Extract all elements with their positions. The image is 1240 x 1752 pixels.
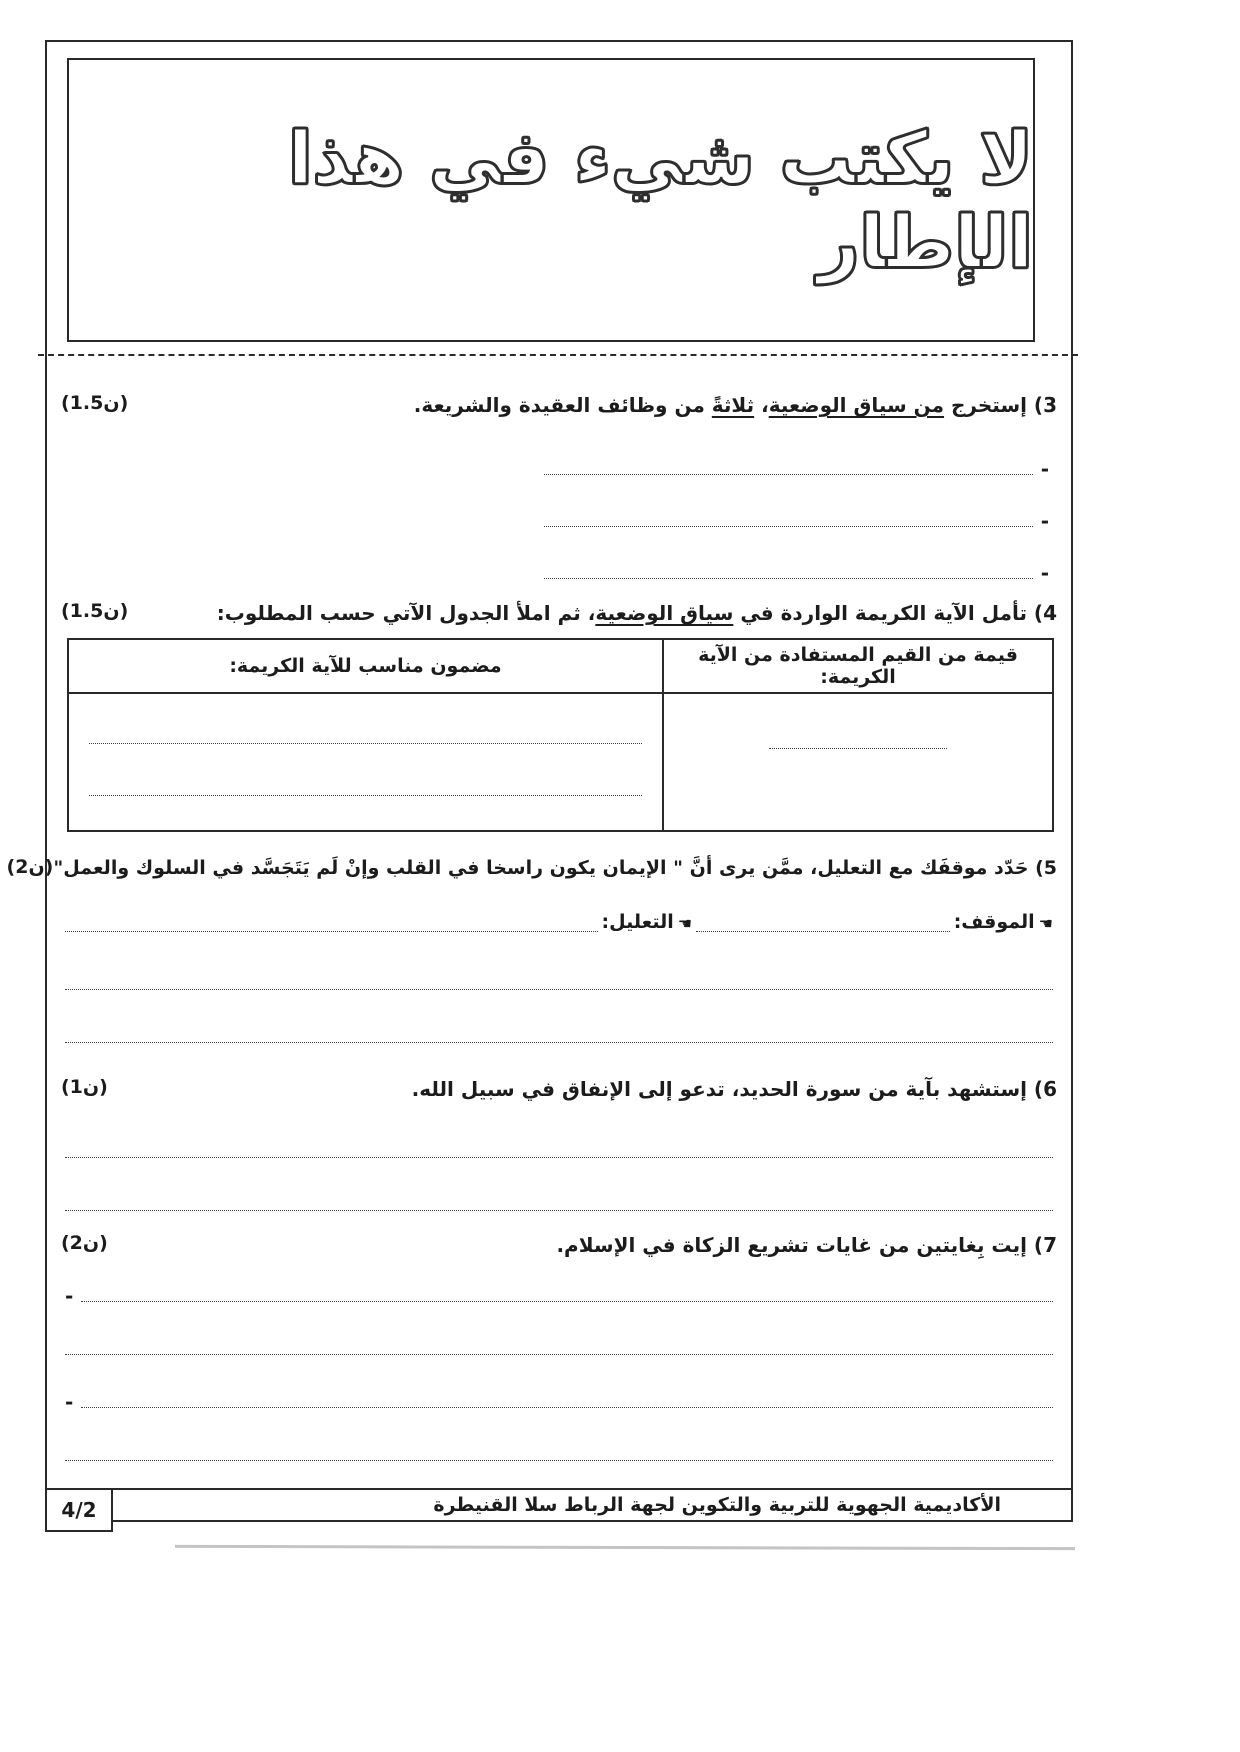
question-4-text <box>217 598 1057 628</box>
question-4 <box>61 598 1057 628</box>
dash-marker: - <box>65 1390 74 1414</box>
table-header-content: مضمون مناسب للآية الكريمة: <box>68 639 663 693</box>
taalil-label: التعليل: <box>601 911 674 933</box>
dash-marker: - <box>1040 457 1049 481</box>
dotted-line <box>65 912 598 932</box>
question-4-part: 4) تأمل الآية الكريمة الواردة في <box>733 601 1057 625</box>
dotted-line <box>65 1140 1053 1158</box>
answer-line <box>65 972 1053 990</box>
question-6-score: (1ن) <box>61 1076 108 1098</box>
dotted-line <box>65 1337 1053 1355</box>
answer-line <box>65 1390 1053 1414</box>
question-6 <box>61 1074 1057 1104</box>
dash-marker: - <box>1040 561 1049 585</box>
no-write-box <box>67 58 1035 342</box>
question-5-labels <box>65 912 1053 932</box>
dash-marker: - <box>1040 509 1049 533</box>
content-answer-cell <box>68 693 663 831</box>
mawqif-label: الموقف: <box>953 911 1035 933</box>
question-6-text: 6) إستشهد بآية من سورة الحديد، تدعو إلى الإنفاق في سبيل الله. <box>411 1077 1057 1101</box>
question-3-part: 3) إستخرج <box>944 393 1057 417</box>
dotted-line <box>696 912 950 932</box>
question-3 <box>61 390 1057 420</box>
dotted-line <box>89 743 642 744</box>
answer-line <box>544 509 1049 533</box>
question-4-part: ، ثم املأ الجدول الآتي حسب المطلوب: <box>216 601 596 625</box>
pointing-hand-icon: ☚ <box>1038 914 1053 933</box>
table-header-row <box>68 639 1053 693</box>
question-3-text <box>414 390 1057 420</box>
dash-marker: - <box>65 1284 74 1308</box>
tear-line <box>38 354 1078 356</box>
page-number-box <box>45 1488 113 1532</box>
pointing-hand-icon: ☚ <box>677 914 693 933</box>
answer-line <box>65 1284 1053 1308</box>
footer <box>47 1488 1071 1520</box>
answer-line <box>65 1193 1053 1211</box>
no-write-notice: لا يكتب شيء في هذا الإطار <box>287 116 1033 284</box>
question-7-text: 7) إيت بِغايتين من غايات تشريع الزكاة في الإسلام. <box>556 1233 1057 1257</box>
question-4-score: (1.5ن) <box>61 600 129 622</box>
question-3-underlined: من سياق الوضعية <box>768 393 945 417</box>
question-5-score: (2ن) <box>6 856 54 878</box>
dotted-line <box>65 1193 1053 1211</box>
dotted-line <box>544 561 1033 579</box>
dotted-line <box>65 1443 1053 1461</box>
footer-text: الأكاديمية الجهوية للتربية والتكوين لجهة الرباط سلا القنيطرة <box>433 1494 1001 1516</box>
question-5 <box>6 854 1057 883</box>
question-3-part: ، <box>754 393 769 417</box>
answer-line <box>65 1337 1053 1355</box>
question-4-underlined: سياق الوضعية <box>595 601 734 625</box>
question-3-score: (1.5ن) <box>61 392 129 414</box>
answer-line <box>65 1025 1053 1043</box>
question-7-score: (2ن) <box>61 1232 108 1254</box>
page-number: 4/2 <box>61 1498 97 1522</box>
dotted-line <box>81 1284 1053 1302</box>
question-3-part: من وظائف العقيدة والشريعة. <box>413 393 712 417</box>
answer-line <box>65 1140 1053 1158</box>
dotted-line <box>769 748 947 749</box>
dotted-line <box>65 1025 1053 1043</box>
dotted-line <box>544 457 1033 475</box>
table-header-value: قيمة من القيم المستفادة من الآية الكريمة: <box>663 639 1053 693</box>
values-table <box>67 638 1054 832</box>
dotted-line <box>89 795 642 796</box>
question-7 <box>61 1230 1057 1260</box>
dotted-line <box>544 509 1033 527</box>
dotted-line <box>65 972 1053 990</box>
value-answer-cell <box>663 693 1053 831</box>
dotted-line <box>81 1390 1053 1408</box>
answer-line <box>65 1443 1053 1461</box>
table-answer-row <box>68 693 1053 831</box>
answer-line <box>544 561 1049 585</box>
page-frame <box>6 40 1073 1522</box>
answer-line <box>544 457 1049 481</box>
question-5-text: 5) حَدّد موقفَك مع التعليل، ممَّن يرى أنَّ " الإيمان يكون راسخا في القلب وإنْ لَم يَتَجَسَّد في السلوك والعمل" <box>53 857 1057 879</box>
question-3-underlined: ثلاثةً <box>711 393 755 417</box>
scan-artifact-line <box>175 1545 1075 1550</box>
